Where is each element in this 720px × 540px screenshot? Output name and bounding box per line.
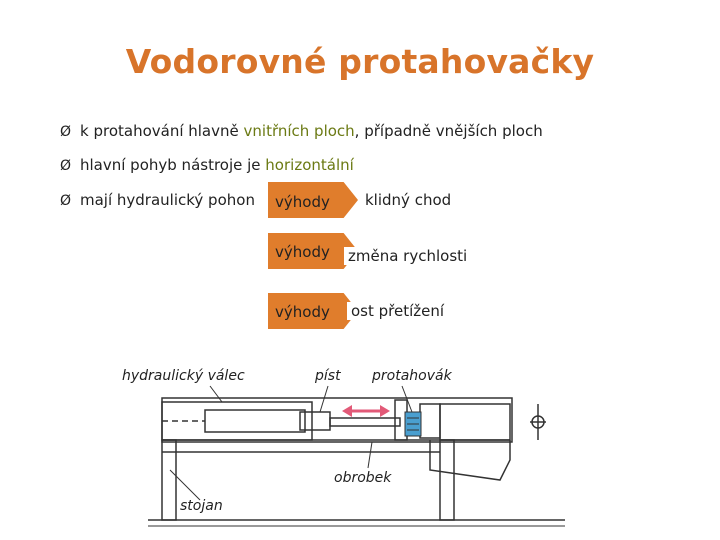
bullet-arrow-icon: Ø [60, 124, 72, 140]
page-title: Vodorovné protahovačky [125, 42, 595, 81]
advantage-label-3: výhody [275, 303, 330, 321]
stand-leg-right [440, 440, 454, 520]
bullet-highlight: horizontální [265, 156, 354, 174]
piston-rod [330, 418, 400, 426]
label-workpiece: obrobek [334, 470, 392, 486]
workpiece-fixture [440, 404, 510, 440]
advantage-label-1: výhody [275, 193, 330, 211]
bullet-text: , případně vnějších ploch [354, 122, 543, 140]
bullet-text: hlavní pohyb nástroje je [80, 156, 266, 174]
motion-arrow-icon [342, 405, 390, 417]
bullet-text: mají hydraulický pohon [80, 191, 255, 209]
bullet-text: k protahování hlavně [80, 122, 244, 140]
advantage-text-3: ost přetížení [347, 302, 448, 320]
label-broach: protahovák [372, 368, 452, 384]
advantage-text-2: změna rychlosti [344, 247, 471, 265]
advantage-text-1: klidný chod [361, 191, 455, 209]
bullet-arrow-icon: Ø [60, 193, 72, 209]
bullet-highlight: vnitřních ploch [243, 122, 355, 140]
advantage-label-2: výhody [275, 243, 330, 261]
bullet-arrow-icon: Ø [60, 158, 72, 174]
label-piston: píst [315, 368, 341, 384]
label-stand: stojan [180, 498, 223, 514]
label-hydraulic-cylinder: hydraulický válec [122, 368, 245, 384]
